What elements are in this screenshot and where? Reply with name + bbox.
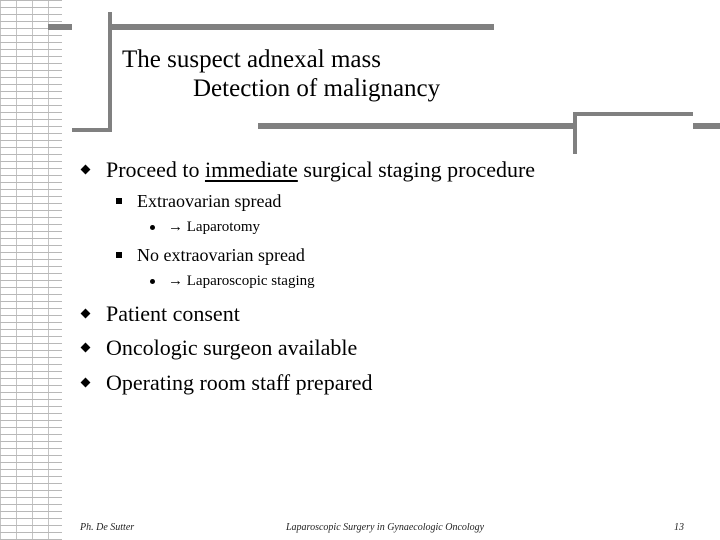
bullet-text: Oncologic surgeon available <box>106 335 358 360</box>
sub-bullet-text: Extraovarian spread <box>137 191 282 211</box>
footer-page-number: 13 <box>674 522 684 533</box>
decorative-title-frame-left <box>72 12 112 132</box>
slide-title-line-2: Detection of malignancy <box>193 75 441 102</box>
sub-sub-bullet-label: Laparoscopic staging <box>186 273 315 289</box>
sub-sub-bullet-text <box>168 272 315 291</box>
diamond-bullet-icon <box>81 309 91 319</box>
bullet-text-part: surgical staging procedure <box>297 157 536 182</box>
underlined-word: immediate <box>204 157 298 182</box>
sub-bullet-text: No extraovarian spread <box>137 245 305 265</box>
decorative-title-frame-right <box>573 112 693 154</box>
bullet-text: Operating room staff prepared <box>106 370 373 395</box>
diamond-bullet-icon <box>81 343 91 353</box>
dot-bullet-icon <box>150 279 155 284</box>
sub-sub-bullet-text <box>168 218 260 237</box>
footer-title: Laparoscopic Surgery in Gynaecologic Oncology <box>286 522 485 533</box>
square-bullet-icon <box>116 252 122 258</box>
bullet-text <box>106 157 535 183</box>
slide-title <box>122 45 562 103</box>
diamond-bullet-icon <box>81 165 91 175</box>
arrow-right-icon: → <box>168 219 187 235</box>
diamond-bullet-icon <box>81 378 91 388</box>
bullet-text: Patient consent <box>106 301 240 326</box>
square-bullet-icon <box>116 198 122 204</box>
footer-author: Ph. De Sutter <box>80 522 135 533</box>
decorative-bar-top <box>48 24 494 30</box>
bullet-text-part: Proceed to <box>106 157 205 182</box>
slide-title-line-1: The suspect adnexal mass <box>122 46 381 73</box>
decorative-grid-strip <box>0 0 62 540</box>
arrow-right-icon: → <box>168 273 187 289</box>
dot-bullet-icon <box>150 225 155 230</box>
sub-sub-bullet-label: Laparotomy <box>186 219 261 235</box>
